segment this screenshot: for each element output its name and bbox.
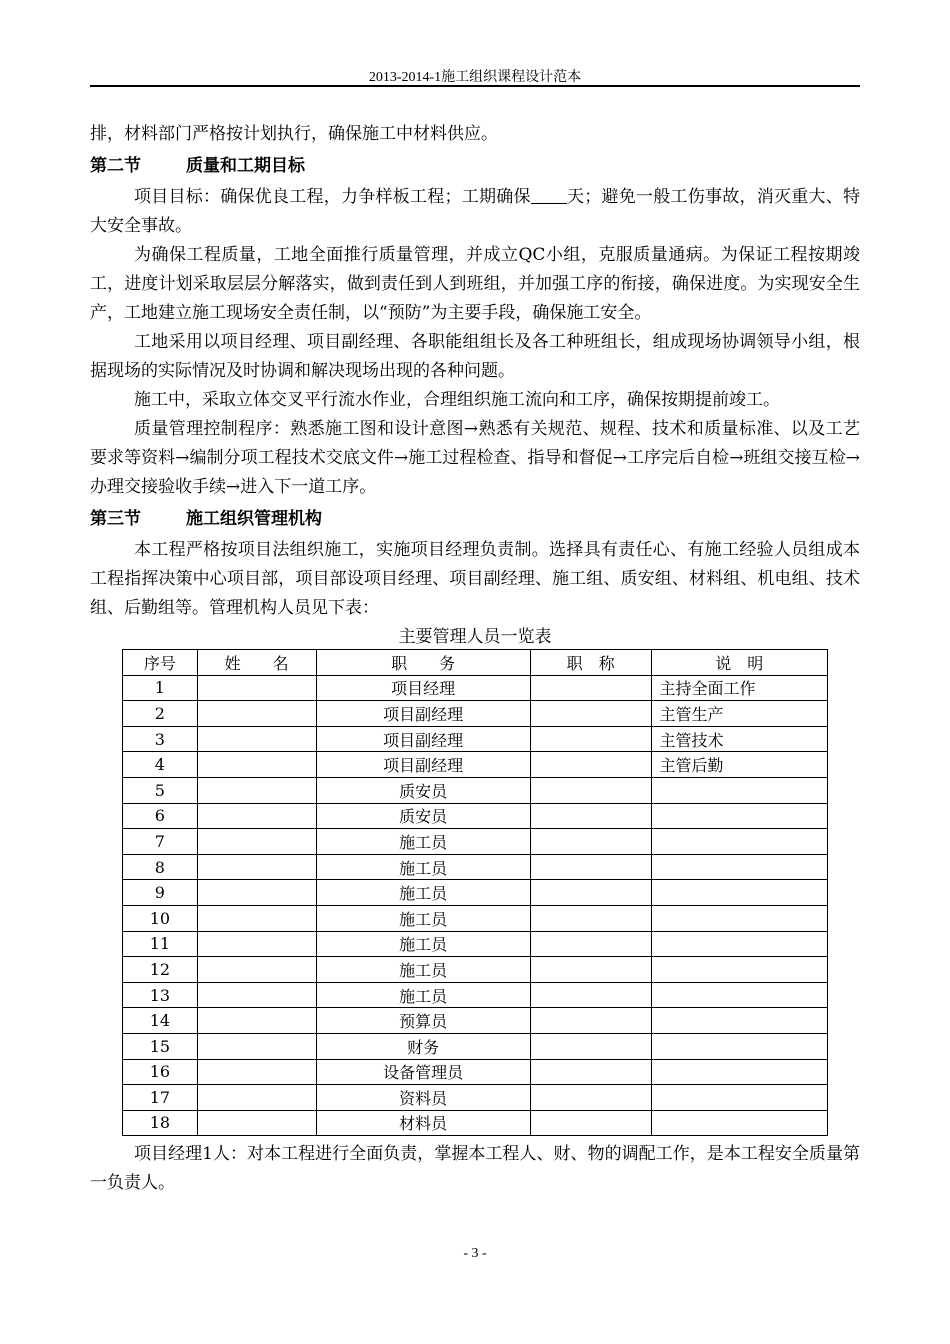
table-cell (197, 905, 316, 931)
table-cell: 主管生产 (651, 701, 827, 727)
table-cell (197, 1033, 316, 1059)
table-cell: 4 (123, 752, 198, 778)
table-cell (651, 957, 827, 983)
table-cell: 施工员 (316, 854, 530, 880)
table-cell (651, 1110, 827, 1136)
table-cell: 6 (123, 803, 198, 829)
table-cell (530, 957, 651, 983)
section-heading-2 (90, 149, 860, 183)
table-cell (530, 701, 651, 727)
table-header-row (123, 650, 828, 676)
table-cell (651, 803, 827, 829)
table-cell (651, 854, 827, 880)
table-cell: 质安员 (316, 777, 530, 803)
table-cell: 预算员 (316, 1008, 530, 1034)
paragraph-quality-procedure: 质量管理控制程序：熟悉施工图和设计意图→熟悉有关规范、规程、技术和质量标准、以及工艺要求等资料→编制分项工程技术交底文件→施工过程检查、指导和督促→工序完后自检→班组交接互检→办理交接验收手续→进入下一道工序。 (90, 419, 860, 497)
table-cell (651, 905, 827, 931)
header-cell: 姓 名 (197, 650, 316, 676)
table-row (123, 957, 828, 983)
table-row (123, 1085, 828, 1111)
paragraph-project-goals (90, 183, 860, 241)
table-cell: 项目副经理 (316, 701, 530, 727)
table-cell (197, 675, 316, 701)
table-cell (197, 1110, 316, 1136)
paragraph-quality: 为确保工程质量，工地全面推行质量管理，并成立QC小组，克服质量通病。为保证工程按期竣工，进度计划采取层层分解落实，做到责任到人到班组，并加强工序的衔接，确保进度。为实现安全生产，工地建立施工现场安全责任制，以“预防”为主要手段，确保施工安全。 (90, 245, 860, 323)
table-cell: 18 (123, 1110, 198, 1136)
table-cell (651, 1059, 827, 1085)
header-cell: 序号 (123, 650, 198, 676)
page-header: 2013-2014-1施工组织课程设计范本 (368, 70, 582, 85)
table-cell (651, 1033, 827, 1059)
table-cell (530, 1110, 651, 1136)
table-caption: 主要管理人员一览表 (398, 627, 552, 647)
paragraph-materials: 排，材料部门严格按计划执行，确保施工中材料供应。 (90, 124, 498, 144)
table-cell (530, 931, 651, 957)
table-cell: 12 (123, 957, 198, 983)
table-row (123, 701, 828, 727)
table-cell: 施工员 (316, 880, 530, 906)
table-cell: 17 (123, 1085, 198, 1111)
header-cell: 说 明 (651, 650, 827, 676)
table-cell (197, 880, 316, 906)
table-cell (197, 777, 316, 803)
table-cell: 质安员 (316, 803, 530, 829)
table-cell: 2 (123, 701, 198, 727)
header-rule (90, 85, 860, 87)
table-cell (197, 854, 316, 880)
table-cell (197, 829, 316, 855)
table-cell (530, 803, 651, 829)
table-cell (530, 880, 651, 906)
table-cell: 项目副经理 (316, 726, 530, 752)
table-row (123, 905, 828, 931)
table-row (123, 1059, 828, 1085)
table-cell (530, 726, 651, 752)
staff-table (122, 649, 828, 1136)
table-cell (530, 982, 651, 1008)
page-number: - 3 - (463, 1246, 487, 1261)
table-cell: 施工员 (316, 829, 530, 855)
table-cell: 主管技术 (651, 726, 827, 752)
table-cell (197, 701, 316, 727)
paragraph-coordination: 工地采用以项目经理、项目副经理、各职能组组长及各工种班组长，组成现场协调领导小组，根据现场的实际情况及时协调和解决现场出现的各种问题。 (90, 332, 860, 381)
table-cell (197, 1008, 316, 1034)
table-cell: 资料员 (316, 1085, 530, 1111)
table-cell (530, 1085, 651, 1111)
header-cell: 职 称 (530, 650, 651, 676)
table-cell: 材料员 (316, 1110, 530, 1136)
table-cell: 1 (123, 675, 198, 701)
table-cell: 16 (123, 1059, 198, 1085)
section-number: 第三节 (90, 509, 141, 529)
table-cell: 项目副经理 (316, 752, 530, 778)
table-row (123, 803, 828, 829)
table-row (123, 726, 828, 752)
table-row (123, 777, 828, 803)
table-cell (530, 829, 651, 855)
table-cell (530, 675, 651, 701)
duration-blank (531, 187, 567, 204)
paragraph-construction: 施工中，采取立体交叉平行流水作业，合理组织施工流向和工序，确保按期提前竣工。 (134, 390, 780, 410)
header-cell: 职 务 (316, 650, 530, 676)
section-number: 第二节 (90, 156, 141, 176)
table-cell (651, 931, 827, 957)
table-cell (197, 803, 316, 829)
table-cell: 9 (123, 880, 198, 906)
table-row (123, 1008, 828, 1034)
table-cell: 7 (123, 829, 198, 855)
section-heading-3 (90, 502, 860, 536)
table-cell: 施工员 (316, 957, 530, 983)
goals-text-end: 天；避免一般工伤事故，消灭重大、特大安全事故。 (90, 187, 860, 236)
table-cell (651, 1085, 827, 1111)
section-title: 施工组织管理机构 (186, 509, 322, 529)
table-cell: 主持全面工作 (651, 675, 827, 701)
table-cell (530, 1008, 651, 1034)
table-row (123, 752, 828, 778)
table-cell: 项目经理 (316, 675, 530, 701)
table-cell: 14 (123, 1008, 198, 1034)
table-cell: 13 (123, 982, 198, 1008)
table-cell (651, 982, 827, 1008)
table-cell (651, 777, 827, 803)
table-cell (651, 1008, 827, 1034)
table-cell: 10 (123, 905, 198, 931)
table-cell (651, 880, 827, 906)
table-cell (197, 982, 316, 1008)
table-cell: 15 (123, 1033, 198, 1059)
table-cell (197, 752, 316, 778)
table-cell: 11 (123, 931, 198, 957)
table-cell (530, 752, 651, 778)
table-cell (530, 1033, 651, 1059)
table-cell (197, 957, 316, 983)
paragraph-manager-role: 项目经理1人：对本工程进行全面负责，掌握本工程人、财、物的调配工作，是本工程安全质量第一负责人。 (90, 1144, 860, 1194)
table-row (123, 880, 828, 906)
table-body (123, 675, 828, 1136)
section-title: 质量和工期目标 (186, 156, 305, 176)
document-body (90, 120, 860, 1198)
table-cell (530, 905, 651, 931)
table-cell: 3 (123, 726, 198, 752)
table-row (123, 931, 828, 957)
table-cell: 施工员 (316, 931, 530, 957)
table-row (123, 829, 828, 855)
table-cell: 5 (123, 777, 198, 803)
table-cell: 施工员 (316, 905, 530, 931)
table-cell: 设备管理员 (316, 1059, 530, 1085)
goals-text-start: 项目目标：确保优良工程，力争样板工程；工期确保 (134, 187, 531, 207)
table-cell (530, 777, 651, 803)
table-cell (197, 726, 316, 752)
table-cell (530, 854, 651, 880)
table-cell: 施工员 (316, 982, 530, 1008)
table-cell: 财务 (316, 1033, 530, 1059)
table-row (123, 1033, 828, 1059)
table-cell: 主管后勤 (651, 752, 827, 778)
table-cell (197, 1085, 316, 1111)
table-cell: 8 (123, 854, 198, 880)
table-row (123, 675, 828, 701)
table-cell (197, 931, 316, 957)
table-cell (530, 1059, 651, 1085)
table-row (123, 1110, 828, 1136)
paragraph-organization: 本工程严格按项目法组织施工，实施项目经理负责制。选择具有责任心、有施工经验人员组成本工程指挥决策中心项目部，项目部设项目经理、项目副经理、施工组、质安组、材料组、机电组、技术组、后勤组等。管理机构人员见下表： (90, 540, 860, 618)
table-cell (651, 829, 827, 855)
table-row (123, 982, 828, 1008)
table-cell (197, 1059, 316, 1085)
table-row (123, 854, 828, 880)
